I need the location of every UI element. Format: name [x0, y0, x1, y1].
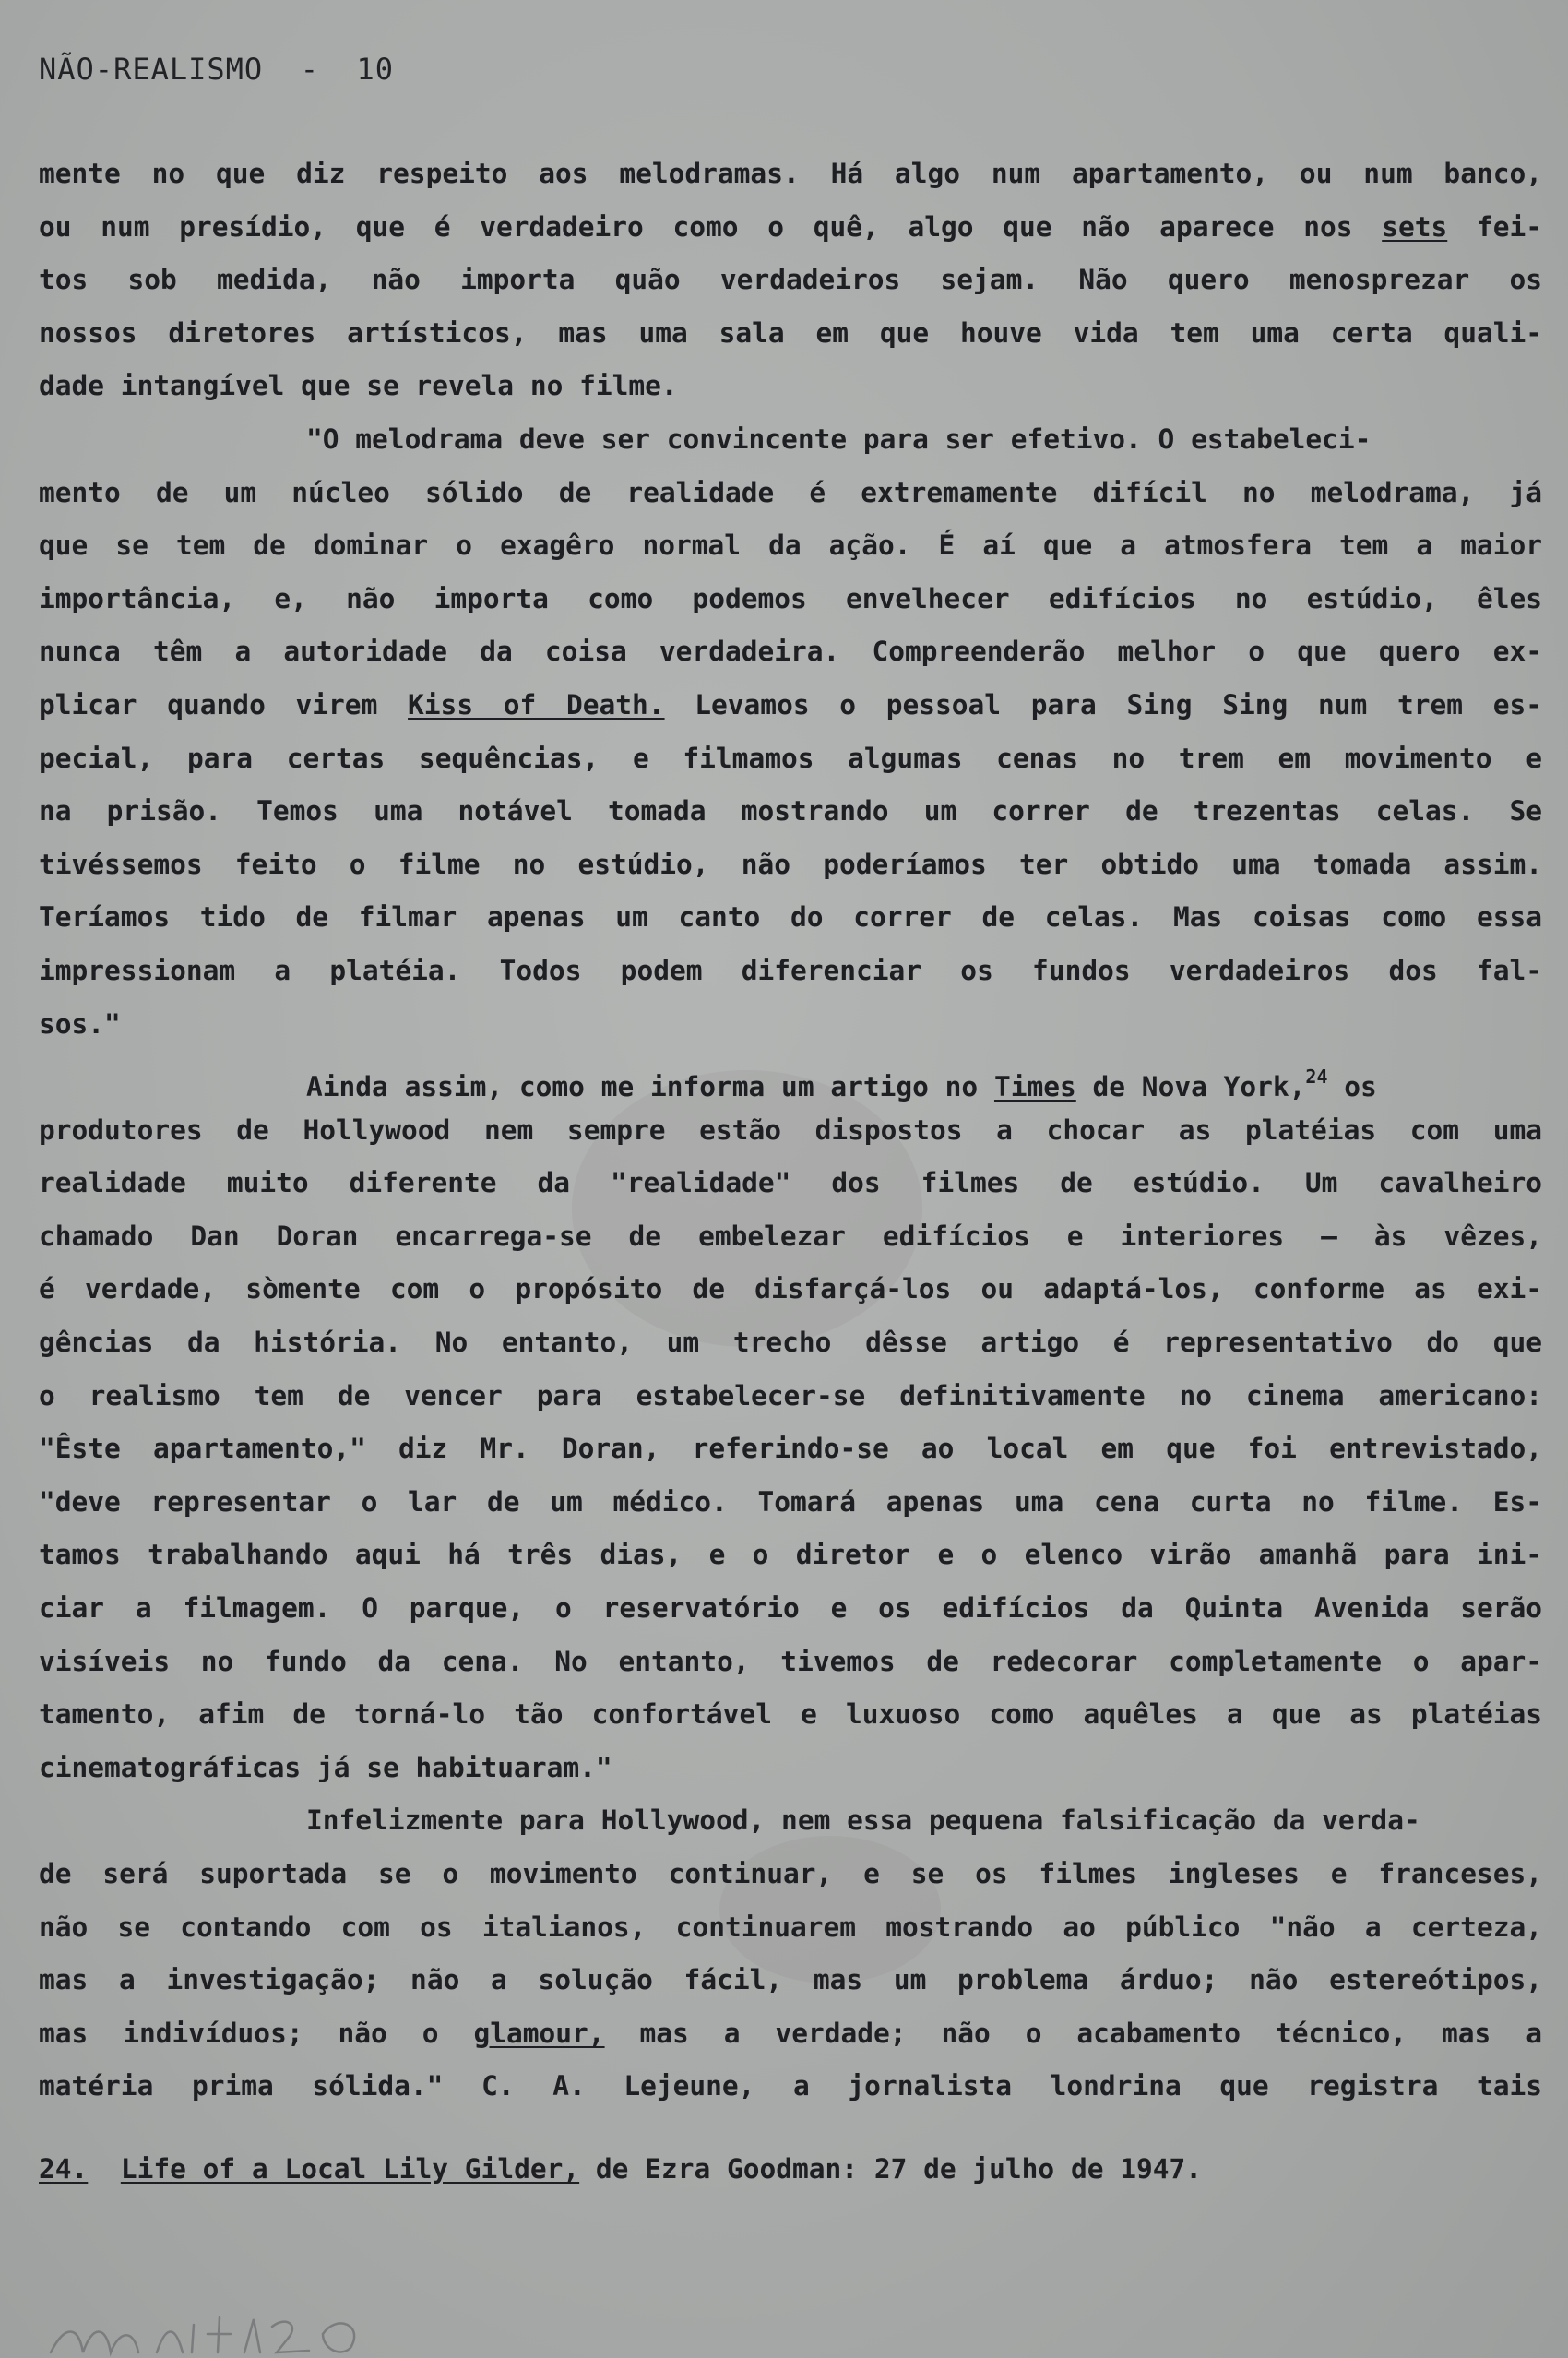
footnote-text: de Ezra Goodman: 27 de julho de 1947.	[579, 2153, 1203, 2185]
text-line: tivéssemos feito o filme no estúdio, não poderíamos ter obtido uma tomada assim.	[39, 848, 1542, 880]
text-fragment: mas indivíduos; não o	[39, 2017, 474, 2049]
text-line: nossos diretores artísticos, mas uma sala em que houve vida tem uma certa quali-	[39, 316, 1542, 349]
text-line: Infelizmente para Hollywood, nem essa pequena falsificação da verda-	[306, 1804, 1420, 1837]
text-fragment: fei-	[1447, 210, 1542, 243]
text-line: sos."	[39, 1007, 121, 1040]
text-line: não se contando com os italianos, continuarem mostrando ao público "não a certeza,	[39, 1911, 1542, 1943]
text-fragment: Levamos o pessoal para Sing Sing num trem es-	[664, 688, 1542, 720]
text-line: importância, e, não importa como podemos envelhecer edifícios no estúdio, êles	[39, 582, 1542, 614]
page-number: 10	[356, 52, 395, 87]
text-line	[39, 1051, 1542, 1104]
text-line: chamado Dan Doran encarrega-se de embelezar edifícios e interiores — às vêzes,	[39, 1220, 1542, 1252]
text-line: o realismo tem de vencer para estabelecer-se definitivamente no cinema americano:	[39, 1379, 1542, 1411]
text-line: tamento, afim de torná-lo tão confortável e luxuoso como aquêles a que as platéias	[39, 1698, 1542, 1731]
text-fragment: plicar quando virem	[39, 688, 409, 720]
text-fragment: ou num presídio, que é verdadeiro como o quê, algo que não aparece nos	[39, 210, 1383, 243]
text-line: matéria prima sólida." C. A. Lejeune, a jornalista londrina que registra tais	[39, 2070, 1542, 2102]
text-line	[39, 201, 1542, 255]
text-line: nunca têm a autoridade da coisa verdadeira. Compreenderão melhor o que quero ex-	[39, 636, 1542, 668]
header-separator: -	[300, 52, 319, 87]
text-fragment: Ainda assim, como me informa um artigo no	[306, 1071, 994, 1103]
underlined-term-glamour: glamour,	[473, 2017, 605, 2049]
text-line: visíveis no fundo da cena. No entanto, tivemos de redecorar completamente o apar-	[39, 1645, 1542, 1677]
text-line: na prisão. Temos uma notável tomada mostrando um correr de trezentas celas. Se	[39, 795, 1542, 828]
page-header	[39, 52, 394, 87]
paragraph	[39, 148, 1542, 413]
text-line: pecial, para certas sequências, e filmamos algumas cenas no trem em movimento e	[39, 742, 1542, 774]
pencil-annotation-scribble	[46, 2306, 378, 2358]
text-line: é verdade, sòmente com o propósito de disfarçá-los ou adaptá-los, conforme as exi-	[39, 1273, 1542, 1305]
text-line: produtores de Hollywood nem sempre estão dispostos a chocar as platéias com uma	[39, 1114, 1542, 1146]
text-line: tamos trabalhando aqui há três dias, e o diretor e o elenco virão amanhã para ini-	[39, 1539, 1542, 1571]
text-line: mas a investigação; não a solução fácil, mas um problema árduo; não estereótipos,	[39, 1964, 1542, 1996]
text-fragment: os	[1327, 1071, 1377, 1103]
footnote-number: 24.	[39, 2153, 89, 2185]
newspaper-title-times: Times	[993, 1071, 1076, 1103]
text-line: "deve representar o lar de um médico. Tomará apenas uma cena curta no filme. Es-	[39, 1485, 1542, 1518]
header-title: NÃO-REALISMO	[39, 52, 264, 87]
text-line: impressionam a platéia. Todos podem diferenciar os fundos verdadeiros dos fal-	[39, 954, 1542, 986]
text-line: ciar a filmagem. O parque, o reservatório e os edifícios da Quinta Avenida serão	[39, 1592, 1542, 1625]
text-line: gências da história. No entanto, um trecho dêsse artigo é representativo do que	[39, 1327, 1542, 1359]
text-line: cinematográficas já se habituaram."	[39, 1751, 612, 1783]
underlined-term: sets	[1382, 210, 1448, 243]
text-line: "O melodrama deve ser convincente para ser efetivo. O estabeleci-	[306, 423, 1372, 455]
film-title-kiss-of-death: Kiss of Death.	[408, 688, 665, 720]
paragraph	[39, 1051, 1542, 1794]
text-line: tos sob medida, não importa quão verdadeiros sejam. Não quero menosprezar os	[39, 264, 1542, 296]
paragraph	[39, 1794, 1542, 2114]
text-line: de será suportada se o movimento continuar, e se os filmes ingleses e franceses,	[39, 1858, 1542, 1889]
typed-body	[39, 148, 1542, 2114]
footnote	[39, 2153, 1202, 2185]
text-line: que se tem de dominar o exagêro normal da ação. É aí que a atmosfera tem a maior	[39, 530, 1542, 562]
text-line	[39, 2007, 1542, 2061]
text-line: mento de um núcleo sólido de realidade é extremamente difícil no melodrama, já	[39, 476, 1542, 508]
text-line: Teríamos tido de filmar apenas um canto do correr de celas. Mas coisas como essa	[39, 901, 1542, 934]
footnote-title: Life of a Local Lily Gilder,	[120, 2153, 580, 2185]
footnote-marker: 24	[1305, 1066, 1328, 1089]
text-line: "Êste apartamento," diz Mr. Doran, referindo-se ao local em que foi entrevistado,	[39, 1433, 1542, 1465]
text-line: realidade muito diferente da "realidade" dos filmes de estúdio. Um cavalheiro	[39, 1167, 1542, 1199]
paragraph	[39, 413, 1542, 1051]
text-line: dade intangível que se revela no filme.	[39, 370, 678, 402]
text-line: mente no que diz respeito aos melodramas. Há algo num apartamento, ou num banco,	[39, 158, 1542, 189]
text-fragment: de Nova York,	[1075, 1071, 1306, 1103]
text-line	[39, 679, 1542, 732]
text-fragment: mas a verdade; não o acabamento técnico, mas a	[604, 2017, 1542, 2049]
